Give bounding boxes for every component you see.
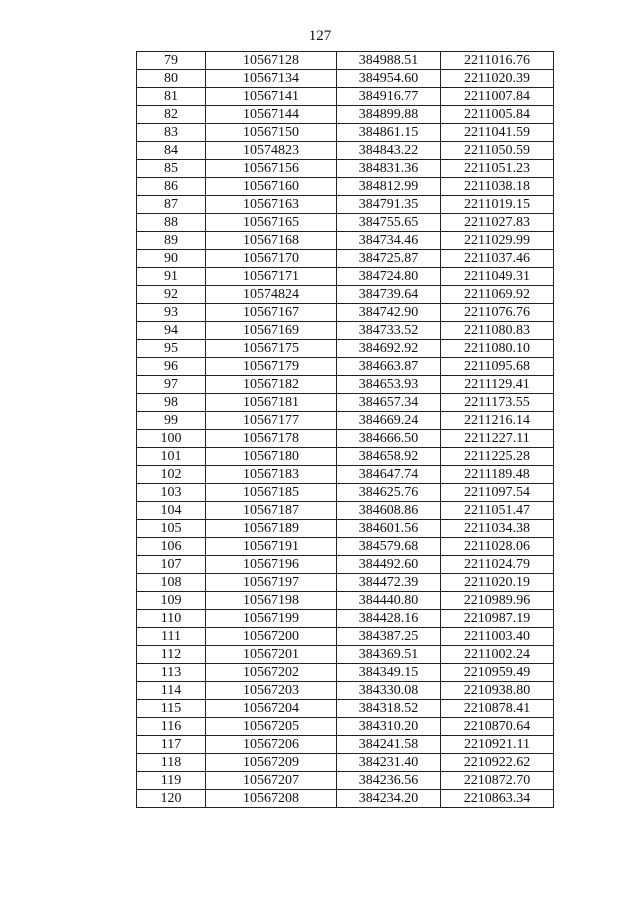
point-id-cell: 10567171 (206, 268, 337, 286)
y-coordinate-cell: 2211095.68 (441, 358, 554, 376)
point-number-cell: 81 (137, 88, 206, 106)
x-coordinate-cell: 384657.34 (337, 394, 441, 412)
table-row (137, 628, 554, 646)
y-coordinate-cell: 2211037.46 (441, 250, 554, 268)
point-id-cell: 10567181 (206, 394, 337, 412)
point-number-cell: 115 (137, 700, 206, 718)
y-coordinate-cell: 2211049.31 (441, 268, 554, 286)
y-coordinate-cell: 2210921.11 (441, 736, 554, 754)
point-id-cell: 10567206 (206, 736, 337, 754)
table-row (137, 502, 554, 520)
y-coordinate-cell: 2210959.49 (441, 664, 554, 682)
point-id-cell: 10567178 (206, 430, 337, 448)
table-row (137, 610, 554, 628)
point-number-cell: 102 (137, 466, 206, 484)
x-coordinate-cell: 384387.25 (337, 628, 441, 646)
table-row (137, 88, 554, 106)
table-row (137, 790, 554, 808)
point-id-cell: 10574823 (206, 142, 337, 160)
point-number-cell: 114 (137, 682, 206, 700)
point-number-cell: 79 (137, 52, 206, 70)
x-coordinate-cell: 384492.60 (337, 556, 441, 574)
x-coordinate-cell: 384742.90 (337, 304, 441, 322)
point-number-cell: 101 (137, 448, 206, 466)
x-coordinate-cell: 384831.36 (337, 160, 441, 178)
table-row (137, 700, 554, 718)
y-coordinate-cell: 2211041.59 (441, 124, 554, 142)
x-coordinate-cell: 384739.64 (337, 286, 441, 304)
y-coordinate-cell: 2211029.99 (441, 232, 554, 250)
table-row (137, 556, 554, 574)
point-id-cell: 10567202 (206, 664, 337, 682)
x-coordinate-cell: 384349.15 (337, 664, 441, 682)
y-coordinate-cell: 2211173.55 (441, 394, 554, 412)
x-coordinate-cell: 384843.22 (337, 142, 441, 160)
y-coordinate-cell: 2211216.14 (441, 412, 554, 430)
point-number-cell: 97 (137, 376, 206, 394)
x-coordinate-cell: 384791.35 (337, 196, 441, 214)
y-coordinate-cell: 2211038.18 (441, 178, 554, 196)
table-row (137, 124, 554, 142)
x-coordinate-cell: 384608.86 (337, 502, 441, 520)
table-row (137, 286, 554, 304)
x-coordinate-cell: 384369.51 (337, 646, 441, 664)
point-number-cell: 95 (137, 340, 206, 358)
point-id-cell: 10567198 (206, 592, 337, 610)
point-number-cell: 113 (137, 664, 206, 682)
point-number-cell: 112 (137, 646, 206, 664)
table-body (137, 52, 554, 808)
x-coordinate-cell: 384601.56 (337, 520, 441, 538)
x-coordinate-cell: 384625.76 (337, 484, 441, 502)
point-id-cell: 10567185 (206, 484, 337, 502)
y-coordinate-cell: 2211069.92 (441, 286, 554, 304)
table-row (137, 304, 554, 322)
point-id-cell: 10567179 (206, 358, 337, 376)
x-coordinate-cell: 384724.80 (337, 268, 441, 286)
point-id-cell: 10574824 (206, 286, 337, 304)
point-number-cell: 83 (137, 124, 206, 142)
point-id-cell: 10567163 (206, 196, 337, 214)
point-number-cell: 92 (137, 286, 206, 304)
table-row (137, 412, 554, 430)
table-row (137, 772, 554, 790)
table-row (137, 646, 554, 664)
coordinates-table (136, 51, 554, 808)
y-coordinate-cell: 2210938.80 (441, 682, 554, 700)
y-coordinate-cell: 2211080.10 (441, 340, 554, 358)
x-coordinate-cell: 384666.50 (337, 430, 441, 448)
point-id-cell: 10567196 (206, 556, 337, 574)
y-coordinate-cell: 2211051.23 (441, 160, 554, 178)
table-row (137, 322, 554, 340)
x-coordinate-cell: 384440.80 (337, 592, 441, 610)
point-id-cell: 10567165 (206, 214, 337, 232)
table-row (137, 178, 554, 196)
y-coordinate-cell: 2211129.41 (441, 376, 554, 394)
x-coordinate-cell: 384472.39 (337, 574, 441, 592)
point-id-cell: 10567144 (206, 106, 337, 124)
point-number-cell: 89 (137, 232, 206, 250)
x-coordinate-cell: 384899.88 (337, 106, 441, 124)
table-row (137, 268, 554, 286)
page-number: 127 (308, 28, 332, 44)
point-id-cell: 10567197 (206, 574, 337, 592)
point-number-cell: 120 (137, 790, 206, 808)
y-coordinate-cell: 2211034.38 (441, 520, 554, 538)
table-row (137, 70, 554, 88)
point-number-cell: 119 (137, 772, 206, 790)
point-id-cell: 10567182 (206, 376, 337, 394)
x-coordinate-cell: 384669.24 (337, 412, 441, 430)
x-coordinate-cell: 384725.87 (337, 250, 441, 268)
x-coordinate-cell: 384647.74 (337, 466, 441, 484)
x-coordinate-cell: 384812.99 (337, 178, 441, 196)
point-number-cell: 85 (137, 160, 206, 178)
y-coordinate-cell: 2211076.76 (441, 304, 554, 322)
y-coordinate-cell: 2211028.06 (441, 538, 554, 556)
y-coordinate-cell: 2210987.19 (441, 610, 554, 628)
table-row (137, 574, 554, 592)
y-coordinate-cell: 2211016.76 (441, 52, 554, 70)
table-row (137, 376, 554, 394)
point-id-cell: 10567208 (206, 790, 337, 808)
table-row (137, 214, 554, 232)
point-id-cell: 10567205 (206, 718, 337, 736)
y-coordinate-cell: 2211005.84 (441, 106, 554, 124)
point-number-cell: 87 (137, 196, 206, 214)
x-coordinate-cell: 384733.52 (337, 322, 441, 340)
point-number-cell: 111 (137, 628, 206, 646)
table-row (137, 484, 554, 502)
point-id-cell: 10567150 (206, 124, 337, 142)
point-number-cell: 90 (137, 250, 206, 268)
y-coordinate-cell: 2211051.47 (441, 502, 554, 520)
point-id-cell: 10567141 (206, 88, 337, 106)
table-row (137, 232, 554, 250)
y-coordinate-cell: 2210872.70 (441, 772, 554, 790)
point-number-cell: 94 (137, 322, 206, 340)
y-coordinate-cell: 2211019.15 (441, 196, 554, 214)
point-number-cell: 88 (137, 214, 206, 232)
table-row (137, 664, 554, 682)
x-coordinate-cell: 384653.93 (337, 376, 441, 394)
y-coordinate-cell: 2211050.59 (441, 142, 554, 160)
point-number-cell: 104 (137, 502, 206, 520)
point-number-cell: 110 (137, 610, 206, 628)
table-row (137, 538, 554, 556)
point-id-cell: 10567175 (206, 340, 337, 358)
point-id-cell: 10567156 (206, 160, 337, 178)
y-coordinate-cell: 2211003.40 (441, 628, 554, 646)
point-number-cell: 105 (137, 520, 206, 538)
table-row (137, 52, 554, 70)
point-number-cell: 109 (137, 592, 206, 610)
table-row (137, 682, 554, 700)
table-row (137, 754, 554, 772)
point-number-cell: 93 (137, 304, 206, 322)
point-id-cell: 10567187 (206, 502, 337, 520)
point-id-cell: 10567177 (206, 412, 337, 430)
x-coordinate-cell: 384692.92 (337, 340, 441, 358)
point-id-cell: 10567180 (206, 448, 337, 466)
point-id-cell: 10567169 (206, 322, 337, 340)
y-coordinate-cell: 2211024.79 (441, 556, 554, 574)
point-number-cell: 108 (137, 574, 206, 592)
table-row (137, 592, 554, 610)
x-coordinate-cell: 384734.46 (337, 232, 441, 250)
x-coordinate-cell: 384330.08 (337, 682, 441, 700)
point-number-cell: 96 (137, 358, 206, 376)
table-row (137, 430, 554, 448)
table-row (137, 448, 554, 466)
y-coordinate-cell: 2210870.64 (441, 718, 554, 736)
y-coordinate-cell: 2211002.24 (441, 646, 554, 664)
point-id-cell: 10567207 (206, 772, 337, 790)
point-number-cell: 118 (137, 754, 206, 772)
point-number-cell: 117 (137, 736, 206, 754)
point-id-cell: 10567199 (206, 610, 337, 628)
point-number-cell: 107 (137, 556, 206, 574)
point-id-cell: 10567200 (206, 628, 337, 646)
point-id-cell: 10567167 (206, 304, 337, 322)
point-id-cell: 10567209 (206, 754, 337, 772)
point-number-cell: 86 (137, 178, 206, 196)
point-number-cell: 84 (137, 142, 206, 160)
point-number-cell: 82 (137, 106, 206, 124)
y-coordinate-cell: 2210989.96 (441, 592, 554, 610)
x-coordinate-cell: 384988.51 (337, 52, 441, 70)
x-coordinate-cell: 384916.77 (337, 88, 441, 106)
point-id-cell: 10567183 (206, 466, 337, 484)
point-number-cell: 98 (137, 394, 206, 412)
table-row (137, 106, 554, 124)
table-row (137, 196, 554, 214)
point-number-cell: 116 (137, 718, 206, 736)
point-id-cell: 10567189 (206, 520, 337, 538)
y-coordinate-cell: 2210863.34 (441, 790, 554, 808)
y-coordinate-cell: 2211007.84 (441, 88, 554, 106)
x-coordinate-cell: 384428.16 (337, 610, 441, 628)
point-id-cell: 10567168 (206, 232, 337, 250)
point-number-cell: 80 (137, 70, 206, 88)
table-row (137, 340, 554, 358)
table-row (137, 736, 554, 754)
y-coordinate-cell: 2210878.41 (441, 700, 554, 718)
x-coordinate-cell: 384241.58 (337, 736, 441, 754)
table-row (137, 250, 554, 268)
x-coordinate-cell: 384234.20 (337, 790, 441, 808)
table-row (137, 394, 554, 412)
y-coordinate-cell: 2211027.83 (441, 214, 554, 232)
table-row (137, 466, 554, 484)
y-coordinate-cell: 2211080.83 (441, 322, 554, 340)
table-row (137, 358, 554, 376)
point-id-cell: 10567170 (206, 250, 337, 268)
y-coordinate-cell: 2211225.28 (441, 448, 554, 466)
x-coordinate-cell: 384579.68 (337, 538, 441, 556)
point-id-cell: 10567203 (206, 682, 337, 700)
y-coordinate-cell: 2211097.54 (441, 484, 554, 502)
y-coordinate-cell: 2210922.62 (441, 754, 554, 772)
x-coordinate-cell: 384954.60 (337, 70, 441, 88)
x-coordinate-cell: 384755.65 (337, 214, 441, 232)
point-number-cell: 100 (137, 430, 206, 448)
point-number-cell: 99 (137, 412, 206, 430)
x-coordinate-cell: 384663.87 (337, 358, 441, 376)
point-number-cell: 106 (137, 538, 206, 556)
y-coordinate-cell: 2211227.11 (441, 430, 554, 448)
y-coordinate-cell: 2211020.39 (441, 70, 554, 88)
x-coordinate-cell: 384658.92 (337, 448, 441, 466)
point-id-cell: 10567134 (206, 70, 337, 88)
point-id-cell: 10567128 (206, 52, 337, 70)
y-coordinate-cell: 2211020.19 (441, 574, 554, 592)
point-number-cell: 91 (137, 268, 206, 286)
x-coordinate-cell: 384231.40 (337, 754, 441, 772)
point-id-cell: 10567201 (206, 646, 337, 664)
point-number-cell: 103 (137, 484, 206, 502)
table-row (137, 142, 554, 160)
table-row (137, 160, 554, 178)
x-coordinate-cell: 384861.15 (337, 124, 441, 142)
x-coordinate-cell: 384236.56 (337, 772, 441, 790)
x-coordinate-cell: 384310.20 (337, 718, 441, 736)
point-id-cell: 10567204 (206, 700, 337, 718)
point-id-cell: 10567160 (206, 178, 337, 196)
y-coordinate-cell: 2211189.48 (441, 466, 554, 484)
table-row (137, 718, 554, 736)
point-id-cell: 10567191 (206, 538, 337, 556)
x-coordinate-cell: 384318.52 (337, 700, 441, 718)
table-row (137, 520, 554, 538)
